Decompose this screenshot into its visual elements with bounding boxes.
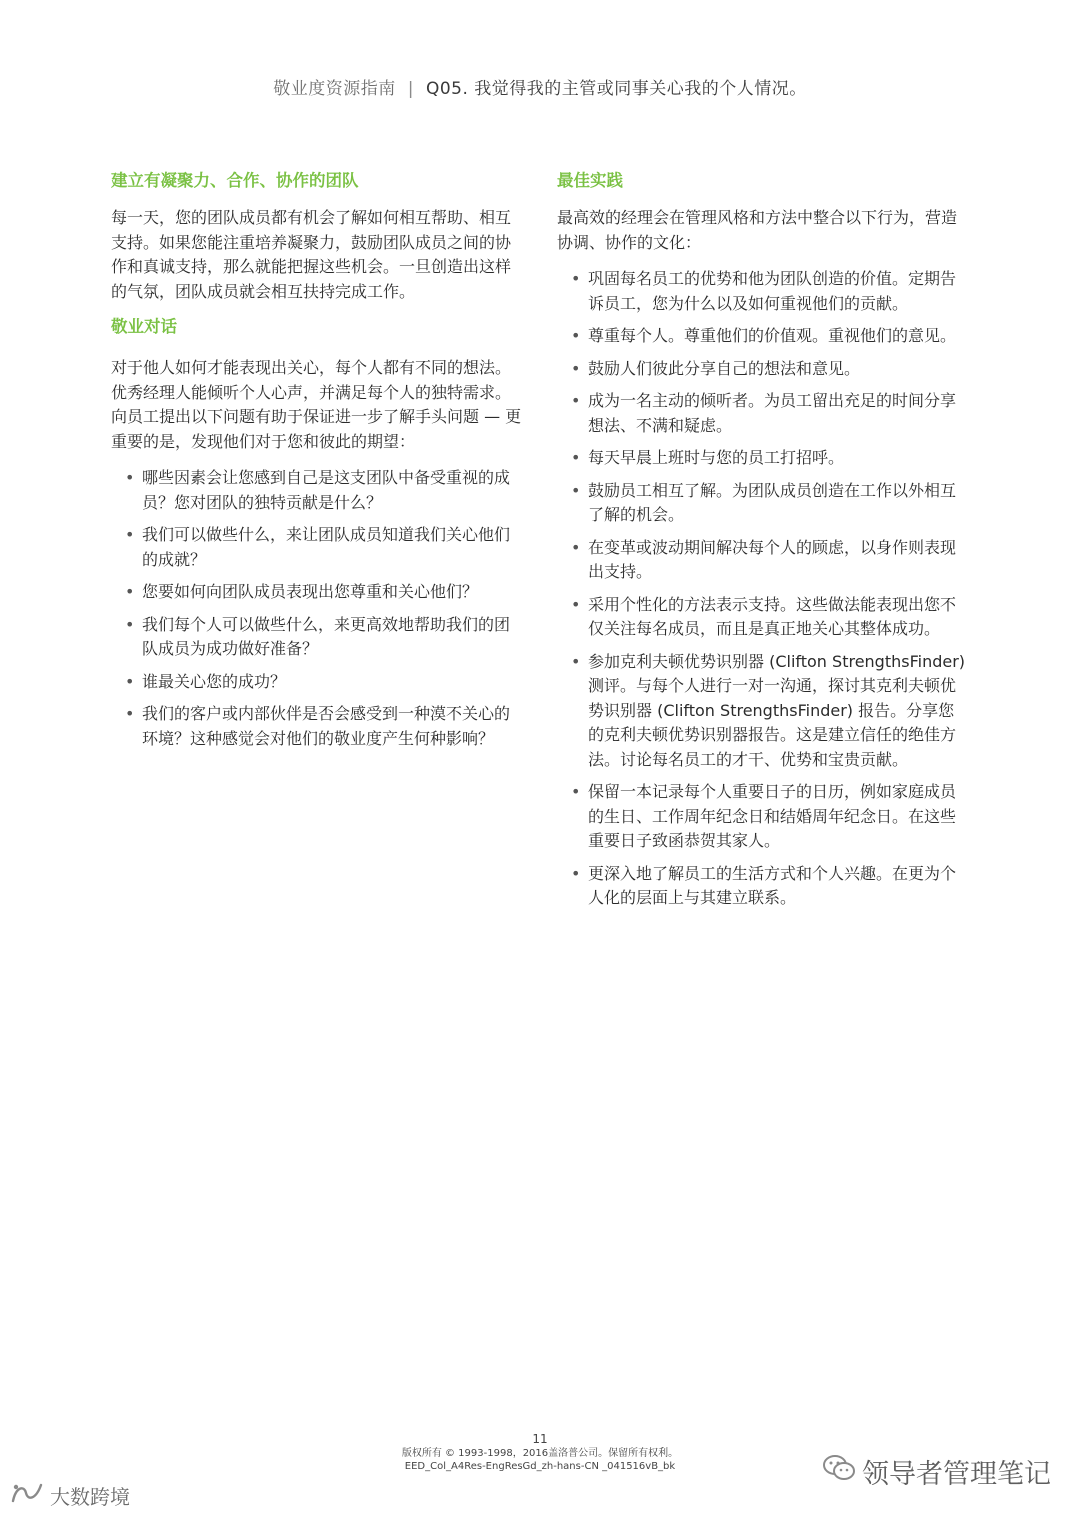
list-item: • 鼓励人们彼此分享自己的想法和意见。 (571, 358, 861, 378)
team-paragraph: 每一天，您的团队成员都有机会了解如何相互帮助、相互支持。如果您能注重培养凝聚力，鼓励团队成员之间的协作和真诚支持，那么就能把握这些机会。一旦创造出这样的气氛，团队成员就会相互扶持完成工作。 (111, 208, 512, 301)
list-item: • 每天早晨上班时与您的员工打招呼。 (571, 448, 845, 467)
page-number: 11 (532, 1432, 548, 1446)
list-item: • 巩固每名员工的优势和他为团队创造的价值。定期告诉员工，您为什么以及如何重视他们的贡献。 (571, 269, 957, 313)
question-title: Q05. 我觉得我的主管或同事关心我的个人情况。 (425, 79, 807, 99)
list-item: • 鼓励员工相互了解。为团队成员创造在工作以外相互了解的机会。 (571, 480, 957, 524)
list-item: • 哪些因素会让您感到自己是这支团队中备受重视的成员？您对团队的独特贡献是什么？ (125, 468, 511, 512)
document-code: EED_Col_A4Res-EngResGd_zh-hans-CN _041516vB_bk (404, 1461, 676, 1472)
list-item: • 尊重每个人。尊重他们的价值观。重视他们的意见。 (571, 326, 957, 345)
question-list (111, 466, 523, 751)
list-item: • 保留一本记录每个人重要日子的日历，例如家庭成员的生日、工作周年纪念日和结婚周年纪念日。在这些重要日子致函恭贺其家人。 (571, 782, 957, 850)
list-item: • 更深入地了解员工的生活方式和个人兴趣。在更为个人化的层面上与其建立联系。 (571, 863, 957, 907)
header-separator: | (407, 79, 414, 99)
list-item: • 您要如何向团队成员表现出您尊重和关心他们？ (125, 582, 479, 601)
list-item: • 成为一名主动的倾听者。为员工留出充足的时间分享想法、不满和疑虑。 (571, 391, 957, 435)
list-item: • 我们可以做些什么，来让团队成员知道我们关心他们的成就？ (125, 525, 511, 569)
section-heading-best-practices: 最佳实践 (557, 171, 623, 190)
list-item: • 在变革或波动期间解决每个人的顾虑，以身作则表现出支持。 (571, 537, 957, 581)
page-header (0, 74, 1080, 99)
best-practices-intro: 最高效的经理会在管理风格和方法中整合以下行为，营造协调、协作的文化： (557, 208, 958, 252)
guide-title: 敬业度资源指南 (273, 79, 396, 99)
list-item: • 我们的客户或内部伙伴是否会感受到一种漠不关心的环境？这种感觉会对他们的敬业度产生何种影响？ (125, 704, 511, 748)
right-column (557, 170, 969, 919)
brand-watermark (10, 1481, 130, 1510)
brand-logo-icon (10, 1481, 44, 1510)
wechat-account-name: 领导者管理笔记 (862, 1459, 1051, 1490)
list-item: • 谁最关心您的成功？ (125, 671, 287, 691)
section-heading-dialogue: 敬业对话 (111, 317, 177, 336)
list-item: • 我们每个人可以做些什么，来更高效地帮助我们的团队成员为成功做好准备？ (125, 614, 511, 658)
brand-name: 大数跨境 (50, 1485, 130, 1509)
list-item: • 采用个性化的方法表示支持。这些做法能表现出您不仅关注每名成员，而且是真正地关心其整体成功。 (571, 594, 957, 638)
list-item: • 参加克利夫顿优势识别器 (Clifton StrengthsFinder) 测评。与每个人进行一对一沟通，探讨其克利夫顿优势识别器 (Clifton StrengthsFinder) 报告。分享您的克利夫顿优势识别器报告。这是建立信任的绝佳方法。讨论每名员工的才干、优势和宝贵贡献。 (571, 651, 966, 769)
dialogue-paragraph: 对于他人如何才能表现出关心，每个人都有不同的想法。优秀经理人能倾听个人心声，并满足每个人的独特需求。向员工提出以下问题有助于保证进一步了解手头问题 — 更重要的是，发现他们对于您和彼此的期望： (111, 358, 522, 451)
wechat-icon (822, 1454, 856, 1489)
best-practices-list (557, 267, 969, 911)
section-heading-team: 建立有凝聚力、合作、协作的团队 (111, 171, 359, 190)
left-column (111, 170, 523, 759)
copyright-text: 版权所有 © 1993-1998，2016盖洛普公司。保留所有权利。 (401, 1448, 679, 1459)
wechat-watermark (822, 1452, 1051, 1491)
